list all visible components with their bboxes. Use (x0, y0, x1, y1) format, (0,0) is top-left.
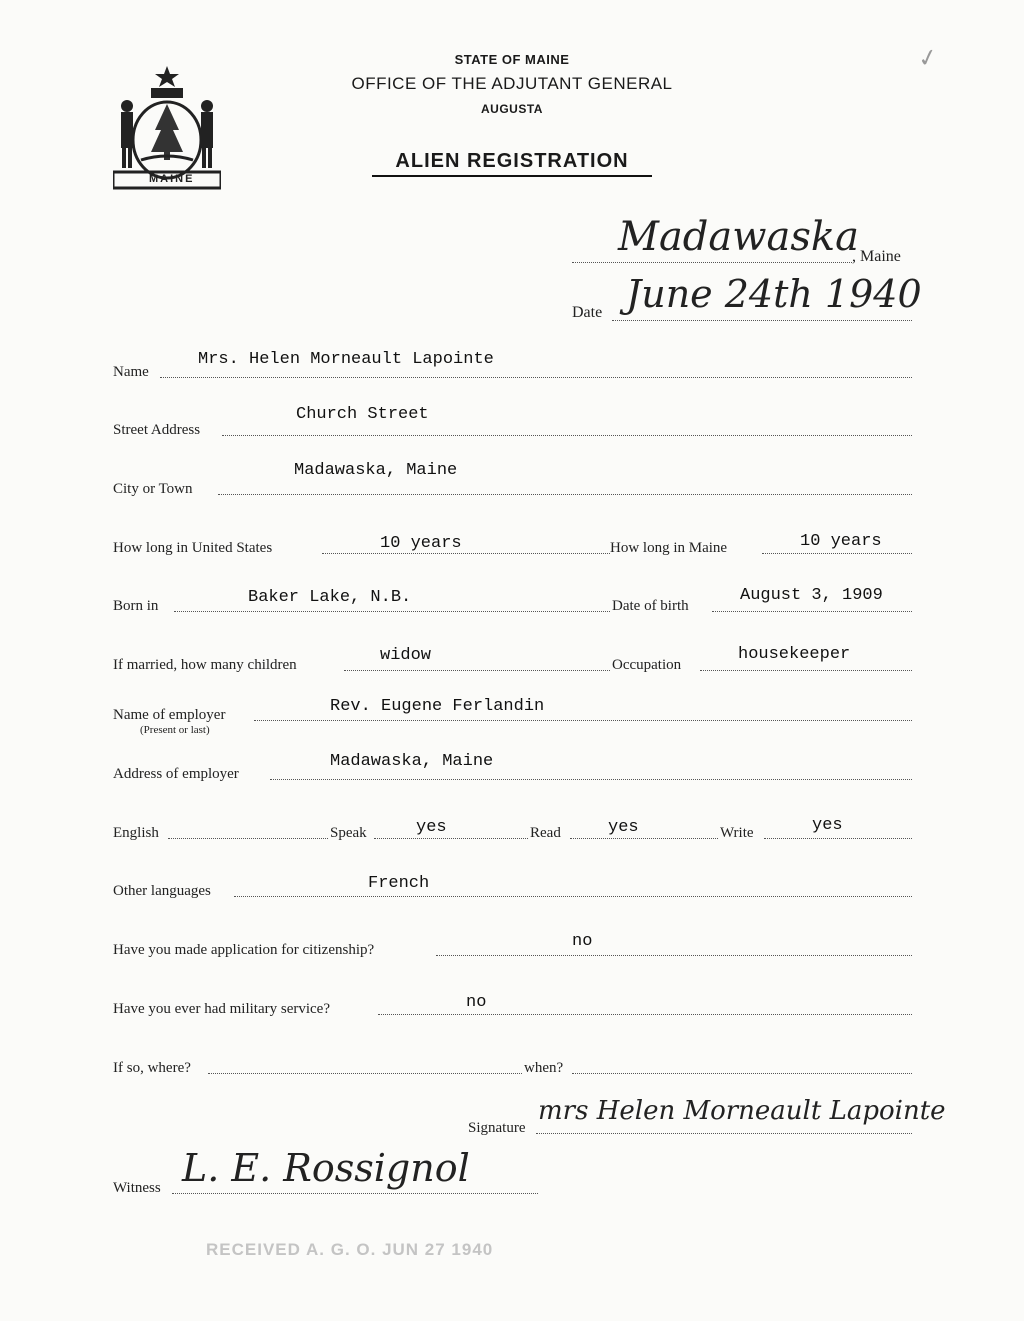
employer-label: Name of employer (113, 707, 226, 723)
place-line (572, 262, 852, 263)
us-duration-value: 10 years (380, 534, 462, 553)
name-value: Mrs. Helen Morneault Lapointe (198, 350, 494, 369)
received-stamp: RECEIVED A. G. O. JUN 27 1940 (206, 1240, 494, 1259)
signature-handwritten: mrs Helen Morneault Lapointe (538, 1096, 946, 1126)
children-label: If married, how many children (113, 657, 297, 673)
read-value: yes (608, 818, 639, 837)
born-value: Baker Lake, N.B. (248, 588, 412, 607)
english-line (168, 838, 328, 839)
seal-ribbon-text: MAINE (149, 173, 195, 185)
where-label: If so, where? (113, 1060, 191, 1076)
dob-line (712, 611, 912, 612)
write-value: yes (812, 816, 843, 835)
other-languages-line (234, 896, 912, 897)
write-label: Write (720, 825, 754, 841)
city-line (218, 494, 912, 495)
military-value: no (466, 993, 487, 1012)
place-suffix: , Maine (852, 248, 901, 265)
city-heading: AUGUSTA (481, 102, 543, 116)
read-label: Read (530, 825, 561, 841)
english-label: English (113, 825, 159, 841)
military-label: Have you ever had military service? (113, 1001, 330, 1017)
speak-value: yes (416, 818, 447, 837)
street-value: Church Street (296, 405, 429, 424)
born-label: Born in (113, 598, 159, 614)
when-line (572, 1073, 912, 1074)
form-title: ALIEN REGISTRATION (372, 150, 652, 177)
dob-label: Date of birth (612, 598, 689, 614)
place-handwritten: Madawaska (618, 214, 859, 260)
other-languages-label: Other languages (113, 883, 211, 899)
where-line (208, 1073, 522, 1074)
employer-address-line (270, 779, 912, 780)
city-label: City or Town (113, 481, 193, 497)
city-value: Madawaska, Maine (294, 461, 458, 480)
date-line (612, 320, 912, 321)
office-heading: OFFICE OF THE ADJUTANT GENERAL (351, 74, 673, 93)
born-line (174, 611, 610, 612)
us-duration-line (322, 553, 610, 554)
maine-state-seal (113, 60, 221, 190)
employer-line (254, 720, 912, 721)
employer-address-label: Address of employer (113, 766, 239, 782)
witness-line (172, 1193, 538, 1194)
children-line (344, 670, 610, 671)
employer-address-value: Madawaska, Maine (330, 752, 494, 771)
witness-label: Witness (113, 1180, 161, 1196)
occupation-value: housekeeper (738, 645, 851, 664)
me-duration-value: 10 years (800, 532, 882, 551)
other-languages-value: French (368, 874, 430, 893)
us-duration-label: How long in United States (113, 540, 273, 556)
state-heading: STATE OF MAINE (454, 52, 570, 67)
me-duration-label: How long in Maine (610, 540, 728, 556)
date-handwritten: June 24th 1940 (626, 272, 922, 316)
read-line (570, 838, 718, 839)
citizenship-label: Have you made application for citizenship? (113, 942, 375, 958)
speak-label: Speak (330, 825, 367, 841)
date-label: Date (572, 304, 603, 321)
seal-icon (113, 60, 221, 190)
employer-value: Rev. Eugene Ferlandin (330, 697, 545, 716)
speak-line (374, 838, 528, 839)
employer-note: (Present or last) (140, 724, 210, 736)
name-line (160, 377, 912, 378)
when-label: when? (524, 1060, 564, 1076)
me-duration-line (762, 553, 912, 554)
citizenship-value: no (572, 932, 593, 951)
street-label: Street Address (113, 422, 201, 438)
write-line (764, 838, 912, 839)
occupation-label: Occupation (612, 657, 682, 673)
citizenship-line (436, 955, 912, 956)
street-line (222, 435, 912, 436)
signature-label: Signature (468, 1120, 526, 1136)
witness-handwritten: L. E. Rossignol (182, 1146, 470, 1190)
dob-value: August 3, 1909 (740, 586, 883, 605)
occupation-line (700, 670, 912, 671)
signature-line (536, 1133, 912, 1134)
corner-check-mark: ✓ (915, 44, 941, 74)
military-line (378, 1014, 912, 1015)
name-label: Name (113, 364, 149, 380)
children-value: widow (380, 646, 432, 665)
